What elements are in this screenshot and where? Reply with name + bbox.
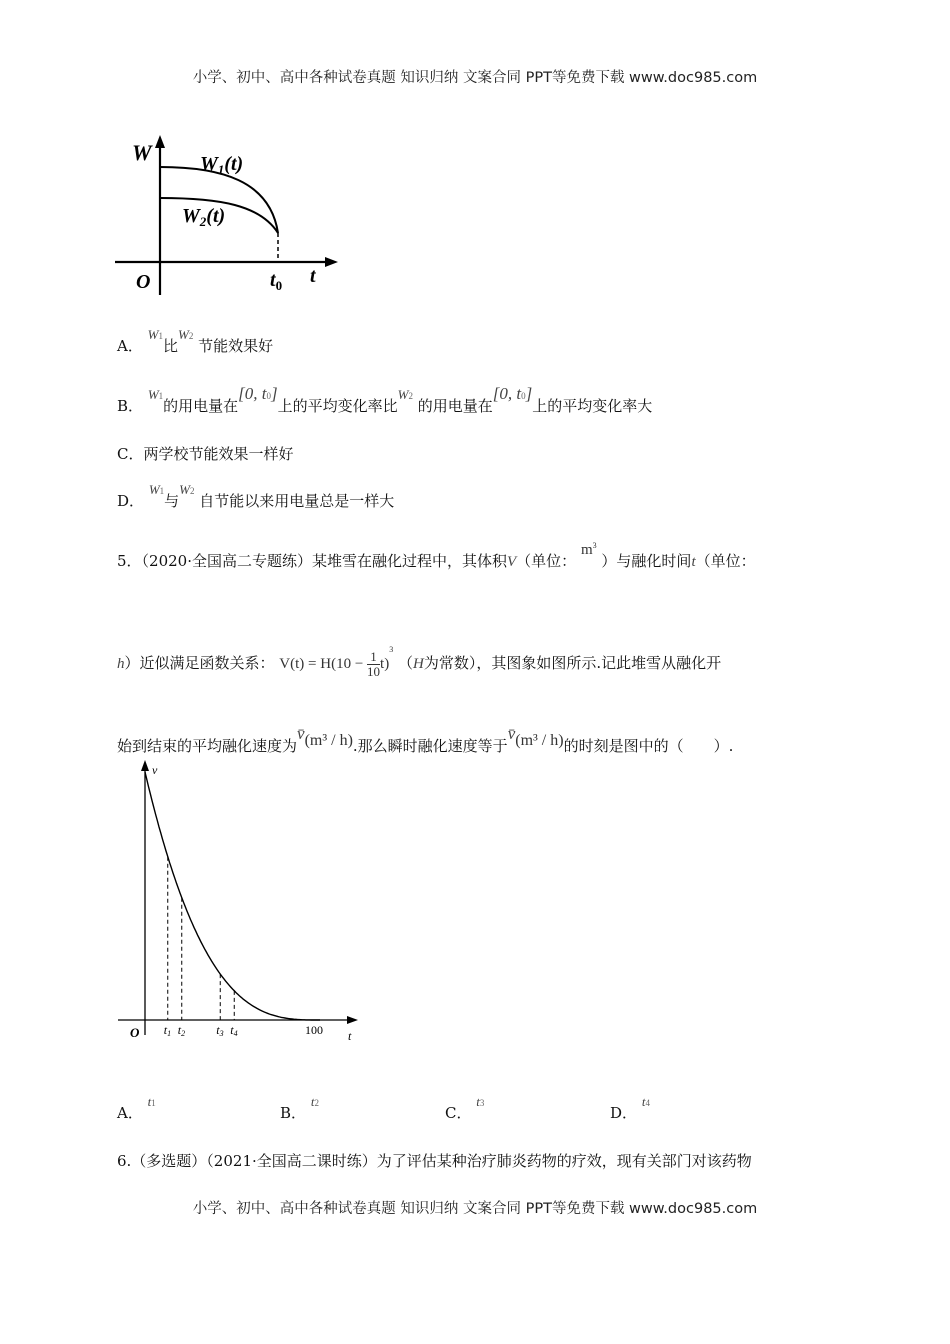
origin-label: O (136, 271, 151, 293)
formula: V(t) = H(10 − $\frac{1}{10}$ t)$^3$ (279, 644, 394, 679)
label-w2: $W_2(t)$ (182, 205, 226, 229)
tick-t2: t2 (177, 1023, 186, 1038)
q6-line1: 6.（多选题）（2021·全国高二课时练）为了评估某种治疗肺炎药物的疗效，现有关部门对该药物 (117, 1152, 752, 1170)
tick-t3: t3 (216, 1023, 224, 1038)
t0-label: $t_0$ (270, 269, 283, 293)
x-axis-label: t (348, 1029, 352, 1043)
origin-label: O (130, 1025, 140, 1040)
y-axis-label: v (152, 763, 158, 777)
curve-v (145, 772, 320, 1020)
label-w1: $W_1(t)$ (200, 153, 244, 177)
x-axis-label: t (310, 265, 316, 287)
q5-line3: 始到结束的平均融化速度为v̄(m³ / h).那么瞬时融化速度等于v̄(m³ / h)的时刻是图中的（ ）. (117, 724, 734, 755)
figure-w-graph (110, 130, 350, 305)
option-a[interactable]: A． W1比W2 节能效果好 (117, 327, 274, 355)
q5-line2: h）近似满足函数关系： V(t) = H(10 − $\frac{1}{10}$ t)$^3$ （H为常数），其图象如图所示.记此堆雪从融化开 (117, 644, 722, 679)
q5-option-a[interactable]: A． t1 (117, 1094, 156, 1122)
tick-t4: t4 (230, 1023, 238, 1038)
option-b[interactable]: B． W1的用电量在[0, t0]上的平均变化率比W2 的用电量在[0, t0]上的平均变化率大 (117, 384, 653, 415)
y-axis-label: W (132, 140, 152, 165)
q5-line1: 5．（2020·全国高二专题练）某堆雪在融化过程中，其体积V（单位： $m^3$ ）与融化时间t（单位： (117, 541, 756, 570)
q5-option-c[interactable]: C． t3 (445, 1094, 485, 1122)
q5-option-d[interactable]: D． t4 (610, 1094, 650, 1122)
option-c[interactable]: C．两学校节能效果一样好 (117, 445, 294, 463)
tick-t1: t1 (163, 1023, 172, 1038)
figure-v-graph (110, 750, 370, 1045)
page-footer: 小学、初中、高中各种试卷真题 知识归纳 文案合同 PPT等免费下载 www.doc985.com (192, 1201, 758, 1217)
option-d[interactable]: D． W1与W2 自节能以来用电量总是一样大 (117, 482, 395, 510)
q5-option-b[interactable]: B． t2 (280, 1094, 319, 1122)
tick-100: 100 (305, 1023, 323, 1037)
page-header: 小学、初中、高中各种试卷真题 知识归纳 文案合同 PPT等免费下载 www.doc985.com (192, 70, 758, 86)
